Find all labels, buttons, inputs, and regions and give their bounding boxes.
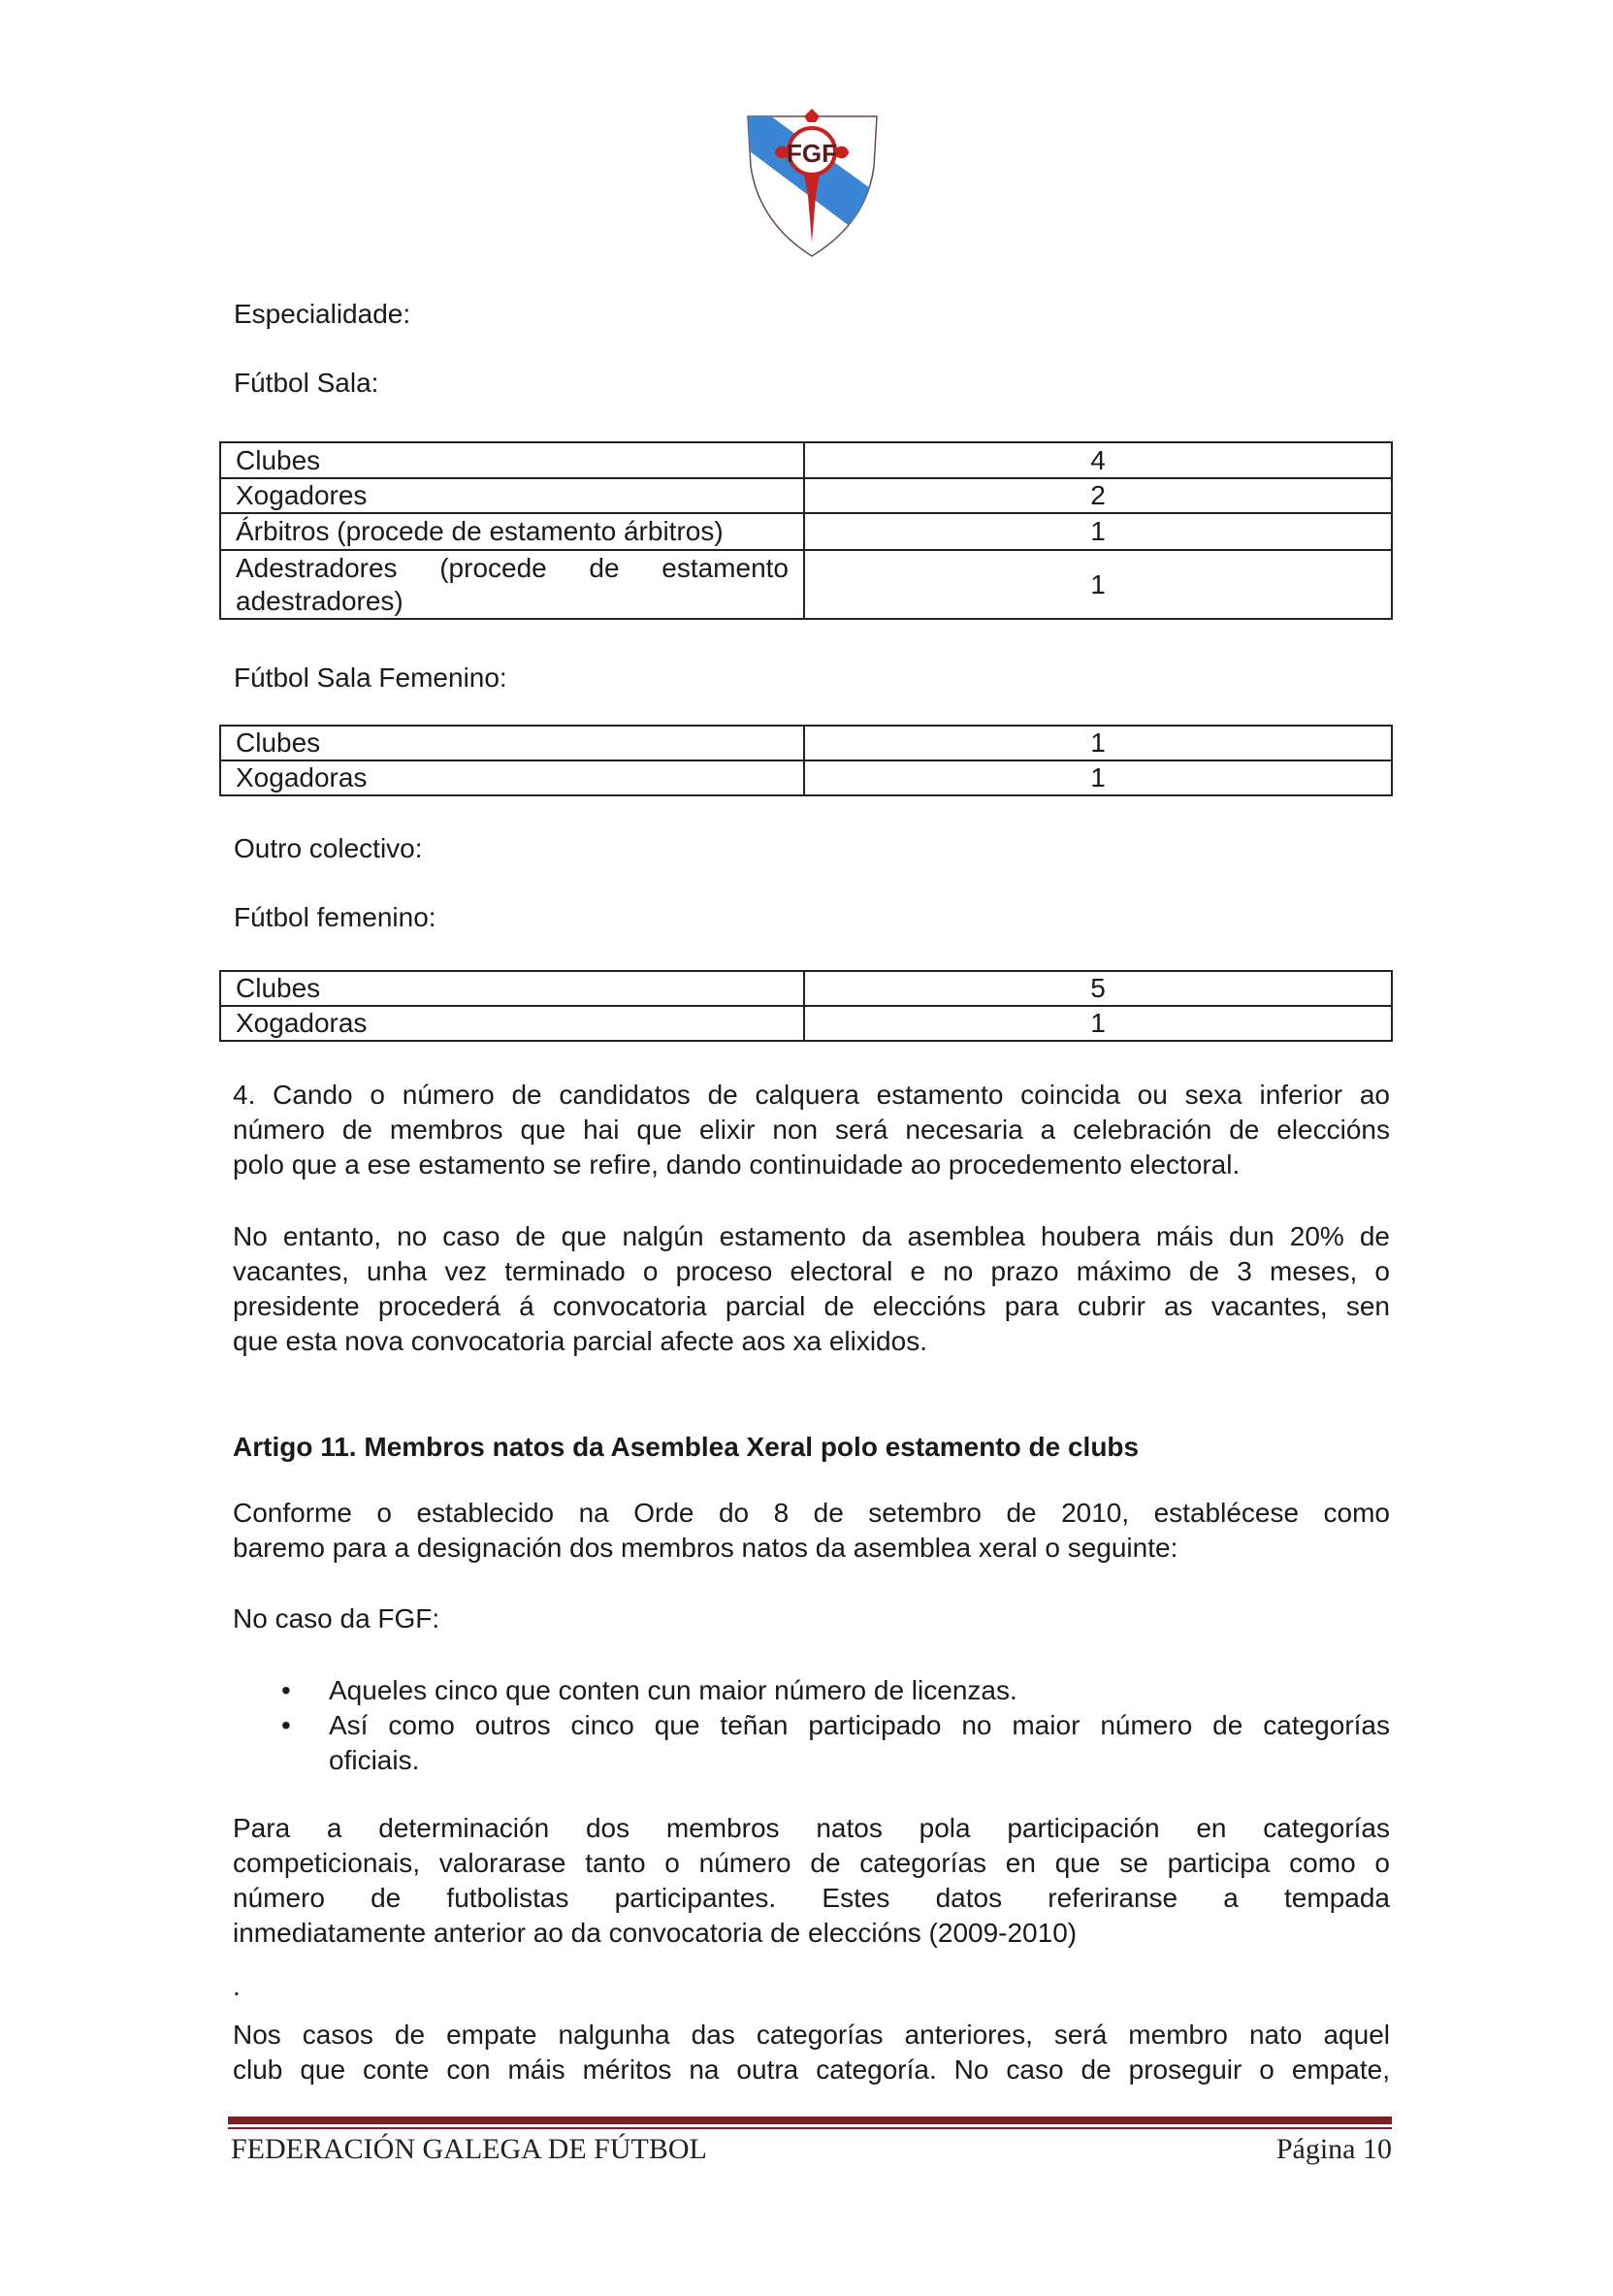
text-line: Para a determinación dos membros natos pola participación en categorías bbox=[233, 1813, 1390, 1843]
table-row bbox=[220, 971, 1392, 1006]
text-line: competicionais, valorarase tanto o número de categorías en que se participa como o bbox=[233, 1848, 1390, 1878]
bullet-list bbox=[233, 1673, 1390, 1778]
futbol-sala-femenino-label: Fútbol Sala Femenino: bbox=[234, 663, 507, 693]
logo-monogram: FGF bbox=[787, 139, 837, 168]
text-line: inmediatamente anterior ao da convocatoria de eleccións (2009-2010) bbox=[233, 1918, 1078, 1948]
row-label-line: Adestradores (procede de estamento bbox=[236, 552, 789, 583]
paragraph-para-a bbox=[233, 1811, 1390, 1951]
text-line: oficiais. bbox=[329, 1745, 420, 1775]
text-line: Conforme o establecido na Orde do 8 de setembro de 2010, establécese como bbox=[233, 1498, 1390, 1528]
no-caso-label: No caso da FGF: bbox=[233, 1603, 440, 1633]
row-label: Clubes bbox=[220, 971, 804, 1006]
table-row bbox=[220, 442, 1392, 478]
row-value: 4 bbox=[804, 442, 1392, 478]
table-row bbox=[220, 726, 1392, 760]
stray-period: . bbox=[233, 1971, 241, 2001]
bullet-icon: • bbox=[281, 1710, 291, 1740]
paragraph-conforme bbox=[233, 1496, 1390, 1566]
row-label-line: adestradores) bbox=[236, 585, 403, 616]
paragraph-nos-casos bbox=[233, 2018, 1390, 2087]
row-label: Árbitros (procede de estamento árbitros) bbox=[220, 513, 804, 550]
row-label: Xogadores bbox=[220, 478, 804, 513]
paragraph-point-4 bbox=[233, 1078, 1390, 1182]
futbol-sala-label: Fútbol Sala: bbox=[234, 368, 379, 398]
table-row bbox=[220, 760, 1392, 795]
text-line: número de membros que hai que elixir non será necesaria a celebración de eleccións bbox=[233, 1115, 1390, 1145]
text-line: vacantes, unha vez terminado o proceso electoral e no prazo máximo de 3 meses, o bbox=[233, 1256, 1390, 1286]
futbol-sala-table bbox=[219, 441, 1393, 620]
row-value: 1 bbox=[804, 726, 1392, 760]
text-line: polo que a ese estamento se refire, dando continuidade ao procedemento electoral. bbox=[233, 1149, 1241, 1180]
row-value: 1 bbox=[804, 513, 1392, 550]
text-line: club que conte con máis méritos na outra categoría. No caso de proseguir o empate, bbox=[233, 2054, 1390, 2085]
article-heading: Artigo 11. Membros natos da Asemblea Xeral polo estamento de clubs bbox=[233, 1432, 1140, 1462]
text-line: 4. Cando o número de candidatos de calquera estamento coincida ou sexa inferior ao bbox=[233, 1080, 1390, 1110]
row-value: 1 bbox=[804, 1006, 1392, 1041]
paragraph-no-entanto bbox=[233, 1219, 1390, 1359]
footer-rule-thin bbox=[228, 2127, 1392, 2129]
row-label: Xogadoras bbox=[220, 760, 804, 795]
list-item bbox=[233, 1673, 1390, 1708]
text-line: baremo para a designación dos membros natos da asemblea xeral o seguinte: bbox=[233, 1533, 1178, 1563]
row-value: 2 bbox=[804, 478, 1392, 513]
text-line: Así como outros cinco que teñan participado no maior número de categorías bbox=[329, 1710, 1390, 1740]
fgf-shield-logo-icon bbox=[742, 109, 883, 259]
row-label bbox=[220, 550, 804, 619]
row-value: 5 bbox=[804, 971, 1392, 1006]
row-label: Clubes bbox=[220, 726, 804, 760]
list-item bbox=[233, 1708, 1390, 1778]
outro-colectivo-label: Outro colectivo: bbox=[234, 833, 423, 863]
table-row bbox=[220, 513, 1392, 550]
text-line: Nos casos de empate nalgunha das categorías anteriores, será membro nato aquel bbox=[233, 2020, 1390, 2050]
text-line: No entanto, no caso de que nalgún estamento da asemblea houbera máis dun 20% de bbox=[233, 1221, 1390, 1251]
table-row bbox=[220, 1006, 1392, 1041]
footer-page-number: Página 10 bbox=[1275, 2133, 1392, 2165]
row-label: Xogadoras bbox=[220, 1006, 804, 1041]
futbol-sala-femenino-table bbox=[219, 725, 1393, 796]
table-row bbox=[220, 478, 1392, 513]
footer-organization: FEDERACIÓN GALEGA DE FÚTBOL bbox=[231, 2133, 707, 2165]
text-line: presidente procederá á convocatoria parcial de eleccións para cubrir as vacantes, sen bbox=[233, 1291, 1390, 1321]
especialidade-label: Especialidade: bbox=[234, 299, 411, 329]
futbol-femenino-label: Fútbol femenino: bbox=[234, 902, 436, 932]
row-value: 1 bbox=[804, 760, 1392, 795]
text-line: Aqueles cinco que conten cun maior número de licenzas. bbox=[329, 1675, 1017, 1705]
footer-rule bbox=[228, 2117, 1392, 2124]
text-line: número de futbolistas participantes. Estes datos referiranse a tempada bbox=[233, 1883, 1390, 1913]
futbol-femenino-table bbox=[219, 970, 1393, 1042]
text-line: que esta nova convocatoria parcial afecte aos xa elixidos. bbox=[233, 1326, 927, 1356]
row-value: 1 bbox=[804, 550, 1392, 619]
row-label: Clubes bbox=[220, 442, 804, 478]
bullet-icon: • bbox=[281, 1675, 291, 1705]
table-row bbox=[220, 550, 1392, 619]
